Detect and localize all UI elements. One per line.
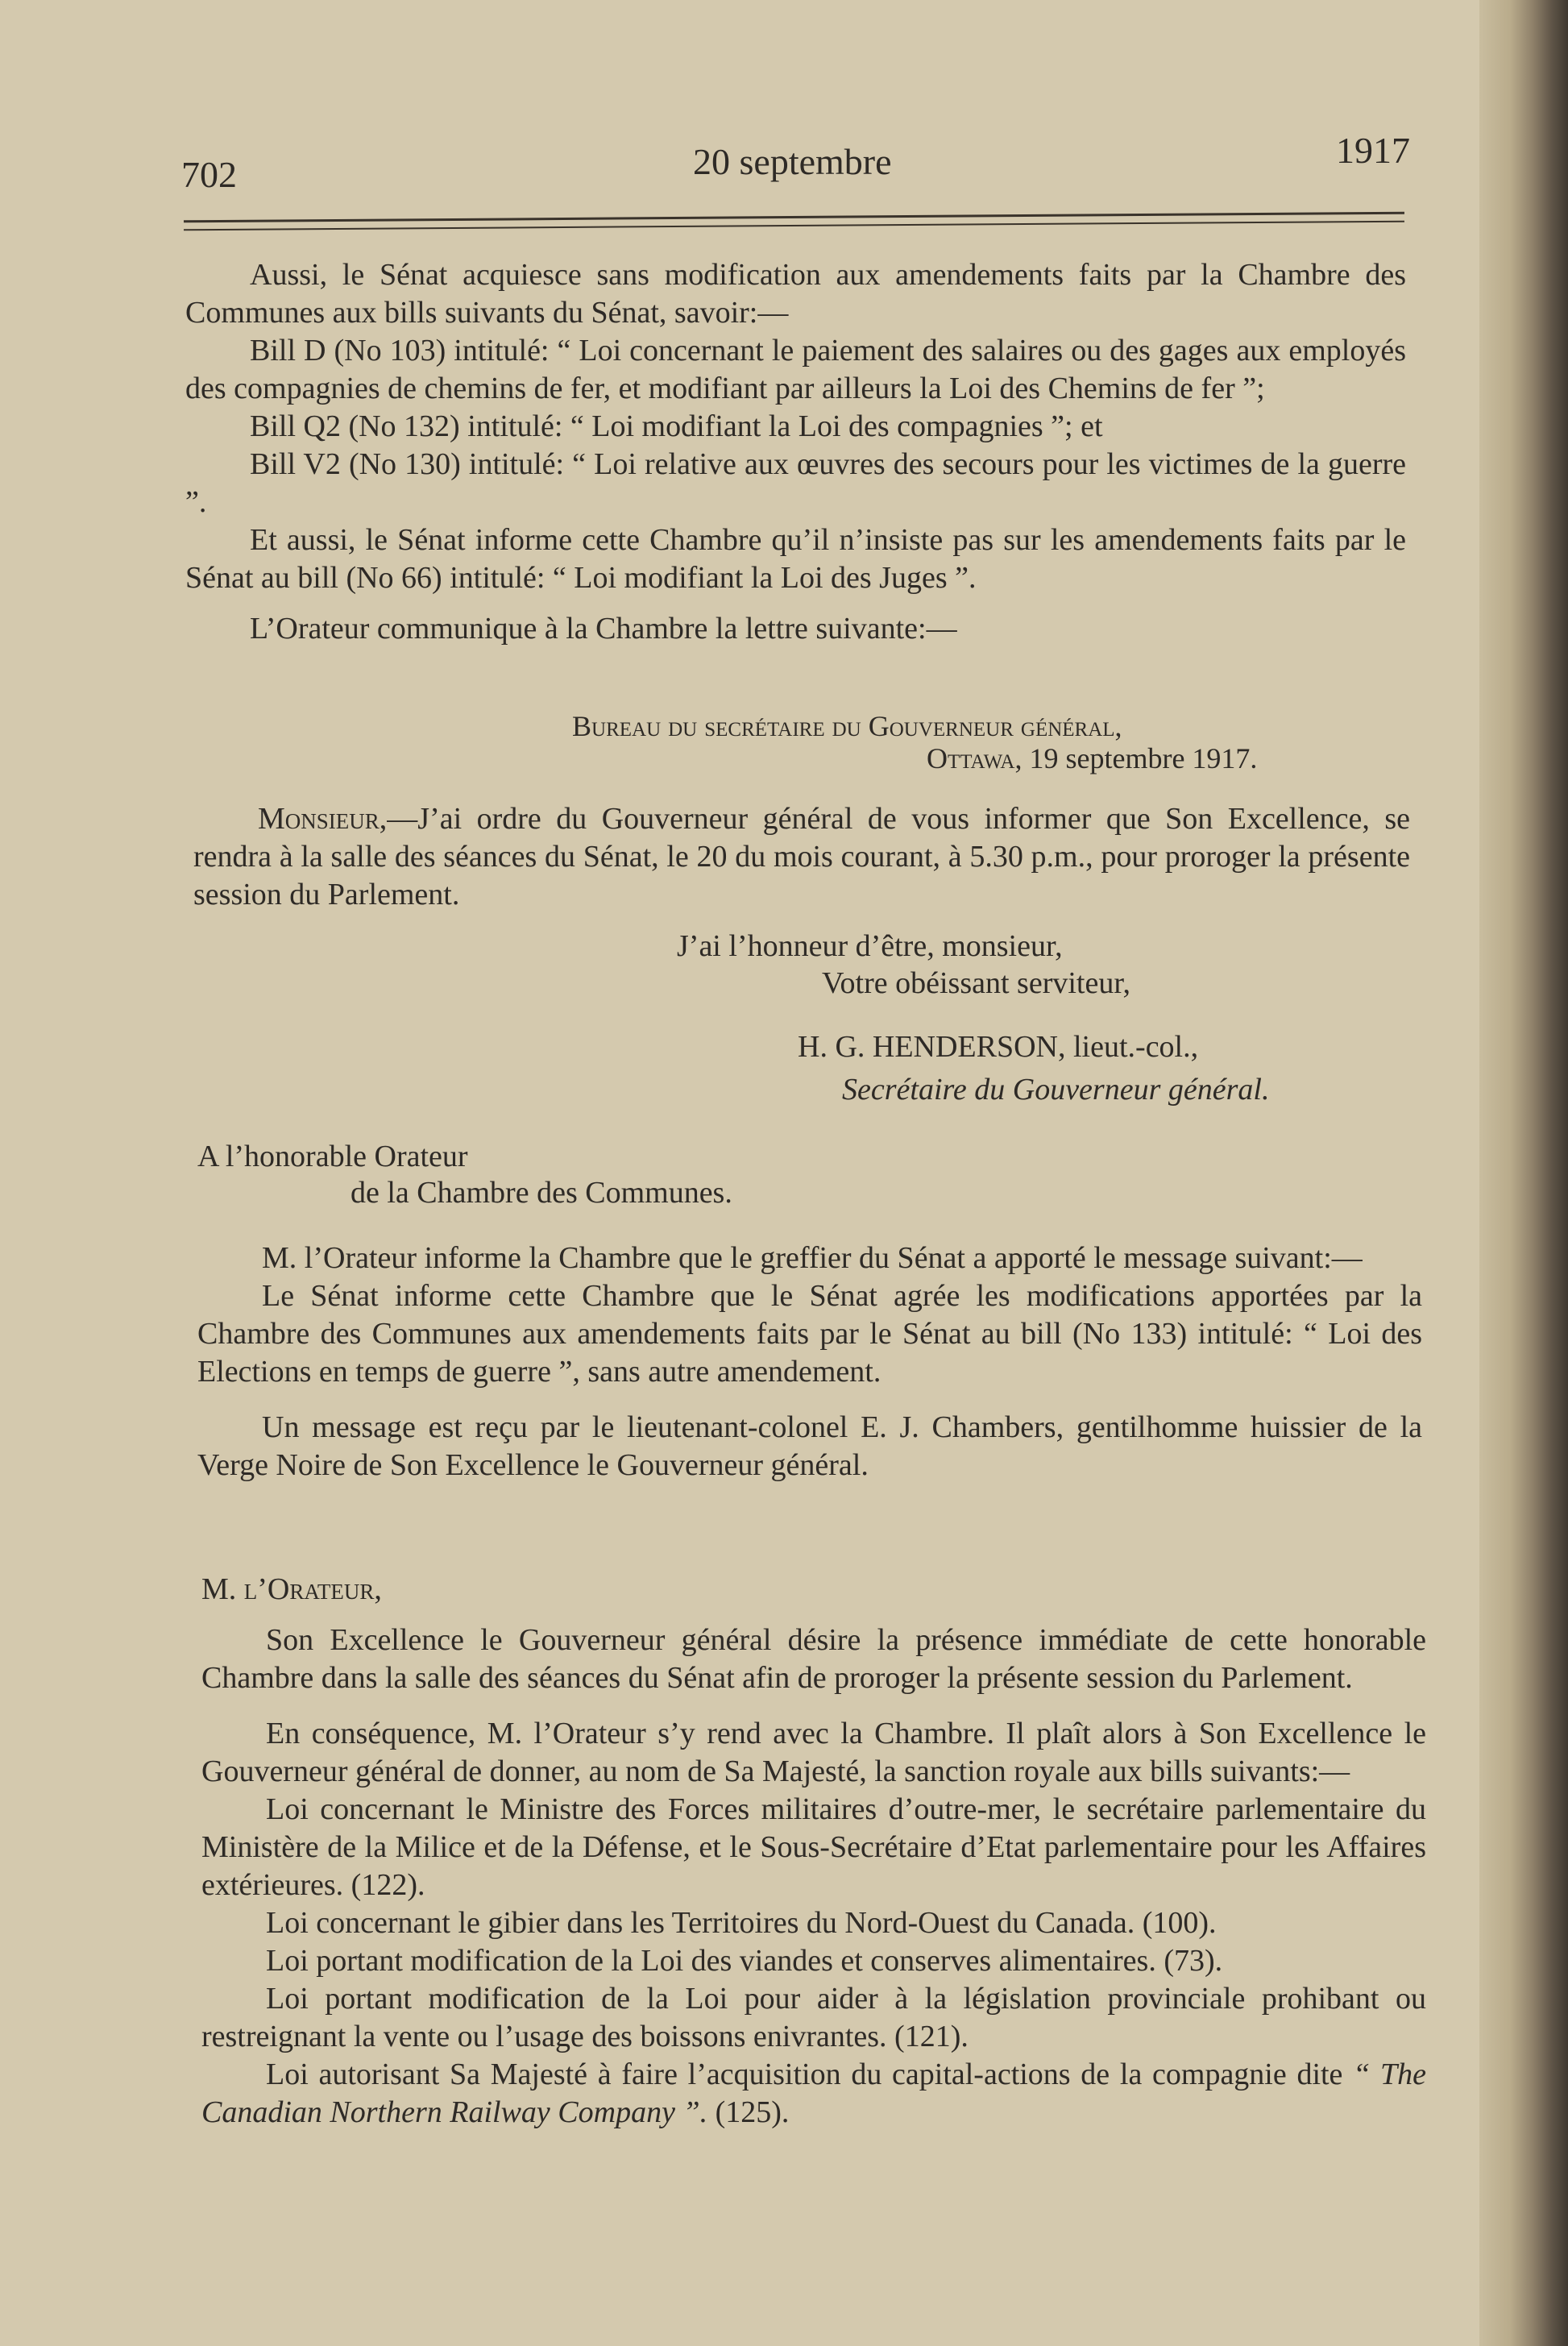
bill-item-73: Loi portant modification de la Loi des viandes et conserves alimentaires. (73). [266, 1944, 1223, 1978]
bill-item-100: Loi concernant le gibier dans les Territoires du Nord-Ouest du Canada. (100). [266, 1906, 1217, 1940]
paragraph-senate-does-not-insist: Et aussi, le Sénat informe cette Chambre qu’il n’insiste pas sur les amendements faits par le Sénat au bill (No 66) intitulé: “ Loi modifiant la Loi des Juges ”. [185, 523, 1406, 595]
letter-signature: H. G. HENDERSON, lieut.-col., [798, 1030, 1199, 1064]
paragraph-bill-d: Bill D (No 103) intitulé: “ Loi concernant le paiement des salaires ou des gages aux employés des compagnies de chemins de fer, et modifiant par ailleurs la Loi des Chemins de fer ”; [185, 334, 1406, 405]
address-line-1: A l’honorable Orateur [197, 1140, 468, 1173]
paragraph-royal-assent: En conséquence, M. l’Orateur s’y rend avec la Chambre. Il plaît alors à Son Excellence le Gouverneur général de donner, au nom de Sa Majesté, la sanction royale aux bills suivants:— [201, 1717, 1426, 1788]
letter-date: 19 septembre 1917. [1029, 742, 1258, 774]
paragraph-senate-concurs: Aussi, le Sénat acquiesce sans modification aux amendements faits par la Chambre des Communes aux bills suivants du Sénat, savoir:— [185, 258, 1406, 330]
letter-body: —J’ai ordre du Gouverneur général de vous informer que Son Excellence, se rendra à la salle des séances du Sénat, le 20 du mois courant, à 5.30 p.m., pour proroger la présente session du Parlement. [193, 802, 1410, 911]
paragraph-speaker-communicates: L’Orateur communique à la Chambre la lettre suivante:— [250, 612, 957, 646]
header-rule-top [184, 212, 1404, 223]
header-year: 1917 [1336, 130, 1410, 171]
letter-place-date [927, 741, 1257, 775]
bill-125-company: “ The Canadian Northern Railway Company ”. [201, 2057, 1426, 2129]
bill-item-122: Loi concernant le Ministre des Forces militaires d’outre-mer, le secrétaire parlementaire du Ministère de la Milice et de la Défense, et le Sous-Secrétaire d’Etat parlementaire pour les Affaires extérieures. (122). [201, 1792, 1426, 1902]
letter-place: Ottawa, [927, 742, 1023, 774]
bill-item-125 [201, 2056, 1426, 2132]
letter-signer-title: Secrétaire du Gouverneur général. [842, 1073, 1270, 1107]
letter-body-paragraph [193, 800, 1410, 914]
header-rule-bottom [184, 221, 1404, 231]
letter-salutation: Monsieur, [258, 802, 388, 836]
address-speaker: M. l’Orateur, [201, 1572, 382, 1606]
paragraph-senate-agrees: Le Sénat informe cette Chambre que le Sénat agrée les modifications apportées par la Chambre des Communes aux amendements faits par le Sénat au bill (No 133) intitulé: “ Loi des Elections en temps de guerre ”, sans autre amendement. [197, 1279, 1422, 1389]
header-date: 20 septembre [693, 141, 892, 182]
bill-125-number: (125). [707, 2095, 790, 2129]
address-line-2: de la Chambre des Communes. [351, 1176, 732, 1210]
paragraph-clerk-message: M. l’Orateur informe la Chambre que le greffier du Sénat a apporté le message suivant:— [262, 1241, 1363, 1275]
paragraph-bill-v2: Bill V2 (No 130) intitulé: “ Loi relative aux œuvres des secours pour les victimes de la guerre ”. [185, 447, 1406, 519]
bill-item-121: Loi portant modification de la Loi pour aider à la législation provinciale prohibant ou restreignant la vente ou l’usage des boissons enivrantes. (121). [201, 1982, 1426, 2053]
letter-office: Bureau du secrétaire du Gouverneur général, [572, 710, 1122, 742]
bill-125-text: Loi autorisant Sa Majesté à faire l’acquisition du capital-actions de la compagnie dite [266, 2057, 1354, 2091]
letter-closing-1: J’ai l’honneur d’être, monsieur, [677, 929, 1063, 963]
page-number: 702 [181, 154, 237, 195]
book-gutter [1479, 0, 1568, 2346]
page-header [181, 129, 1410, 193]
paragraph-bill-q2: Bill Q2 (No 132) intitulé: “ Loi modifiant la Loi des compagnies ”; et [250, 409, 1103, 443]
paragraph-black-rod-message: Un message est reçu par le lieutenant-colonel E. J. Chambers, gentilhomme huissier de la Verge Noire de Son Excellence le Gouverneur général. [197, 1410, 1422, 1482]
letter-closing-2: Votre obéissant serviteur, [822, 966, 1130, 1000]
paragraph-governor-desires: Son Excellence le Gouverneur général désire la présence immédiate de cette honorable Chambre dans la salle des séances du Sénat afin de proroger la présente session du Parlement. [201, 1623, 1426, 1695]
